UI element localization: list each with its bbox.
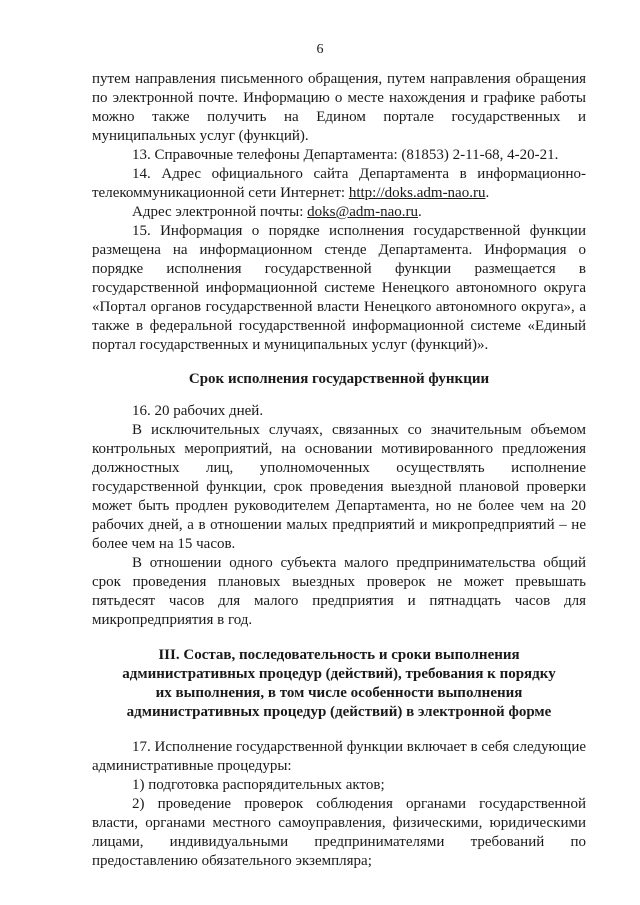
heading-term: Срок исполнения государственной функции (188, 371, 490, 387)
website-link[interactable]: http://doks.adm-nao.ru (348, 185, 486, 201)
paragraph-16-exceptions: В исключительных случаях, связанных со значительным объемом контрольных мероприятий, на основании мотивированного предложения должностных лиц, уполномоченных осуществлять исполнение государственной функции, срок проведения выездной плановой проверки может быть продлен руководителем Департамента, но не более чем на 20 рабочих дней, а в отношении малых предприятий и микропредприятий – не более чем на 15 часов. (92, 422, 586, 552)
paragraph-16-small-business: В отношении одного субъекта малого предпринимательства общий срок проведения плановых выездных проверок не может превышать пятьдесят часов для малого предприятия и пятнадцать часов для микропредприятия в год. (92, 555, 586, 628)
paragraph-13: 13. Справочные телефоны Департамента: (81853) 2-11-68, 4-20-21. (132, 147, 559, 163)
heading-section-3 (92, 646, 586, 722)
paragraph-email (92, 203, 586, 222)
heading-section-3-line-1: III. Состав, последовательность и сроки выполнения (158, 647, 520, 663)
heading-section-3-line-2: административных процедур (действий), требования к порядку (122, 666, 556, 682)
heading-section-3-line-4: административных процедур (действий) в электронной форме (126, 704, 552, 720)
page-number: 6 (316, 42, 324, 57)
paragraph-14 (92, 165, 586, 203)
email-label: Адрес электронной почты: (132, 204, 308, 220)
paragraph-15: 15. Информация о порядке исполнения государственной функции размещена на информационном стенде Департамента. Информация о порядке исполнения государственной функции размещается в государственной информационной системе Ненецкого автономного округа «Портал органов государственной власти Ненецкого автономного округа», а также в федеральной государственной информационной системе «Единый портал государственных и муниципальных услуг (функций)». (92, 223, 586, 353)
paragraph-14-text: 14. Адрес официального сайта Департамента в информационно-телекоммуникационной сети Интернет: (92, 166, 586, 201)
paragraph-16: 16. 20 рабочих дней. (132, 403, 264, 419)
paragraph-14-end: . (485, 185, 490, 201)
email-link[interactable]: doks@adm-nao.ru (307, 204, 418, 220)
paragraph-intro: путем направления письменного обращения, путем направления обращения по электронной почте. Информацию о месте нахождения и графике работы можно также получить на Едином портале государственных и муниципальных услуг (функций). (92, 71, 586, 144)
document-body (92, 70, 586, 871)
paragraph-17: 17. Исполнение государственной функции включает в себя следующие административные процедуры: (92, 739, 586, 774)
paragraph-17-item-1: 1) подготовка распорядительных актов; (132, 777, 385, 793)
paragraph-17-item-2: 2) проведение проверок соблюдения органами государственной власти, органами местного самоуправления, физическими, юридическими лицами, индивидуальными предпринимателями требований по предоставлению обязательного экземпляра; (92, 796, 586, 869)
email-end: . (417, 204, 422, 220)
heading-section-3-line-3: их выполнения, в том числе особенности выполнения (155, 685, 523, 701)
